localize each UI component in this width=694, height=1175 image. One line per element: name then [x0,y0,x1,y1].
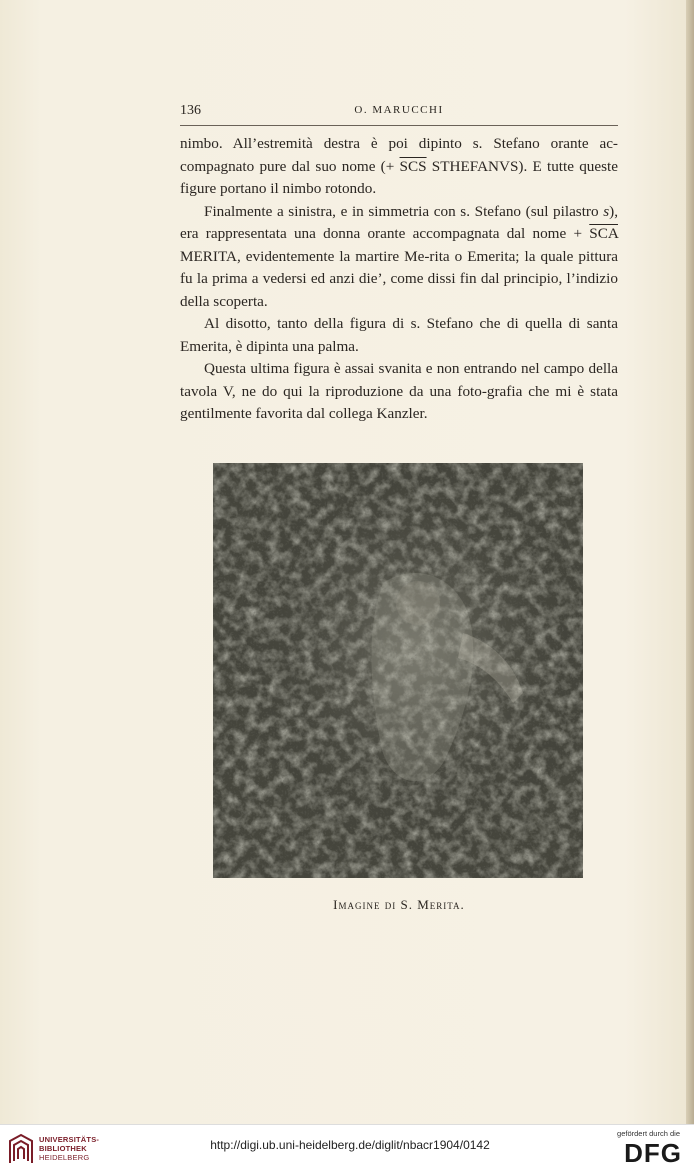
paragraph-2: Finalmente a sinistra, e in simmetria con s. Stefano (sul pilastro s), era rappresentata una donna orante accompagnata dal nome + $\overline{SCA}$ MERITA, evidentemente la martire Me-rita o Emerita; la quale pittura fu la prima a vedersi ed anzi die’, come dissi fin dal principio, l’indizio della scoperta. [180,202,618,310]
fresco-photograph [213,463,583,878]
figure-caption: Imagine di S. Merita. [333,897,465,912]
page-header [180,103,618,126]
permalink-url[interactable]: http://digi.ub.uni-heidelberg.de/diglit/nbacr1904/0142 [210,1138,490,1152]
university-library-name: UNIVERSITÄTS- BIBLIOTHEK HEIDELBERG [39,1135,100,1162]
running-title: O. MARUCCHI [354,104,444,116]
page-edge [686,0,694,1124]
university-library-logo-icon [8,1133,34,1165]
dfg-logo: DFG [624,1138,682,1168]
paragraph-4: Questa ultima figura è assai svanita e non entrando nel campo della tavola V, ne do qui la riproduzione da una foto-grafia che mi è stata gentilmente favorita dal collega Kanzler. [180,360,618,422]
paragraph-3: Al disotto, tanto della figura di s. Stefano che di quella di santa Emerita, è dipinta una palma. [180,315,618,355]
paragraph-1: nimbo. All’estremità destra è poi dipinto s. Stefano orante ac-compagnato pure dal suo nome (+ $\overline{SCS}$ STHEFANVS). E tutte queste figure portano il nimbo rotondo. [180,135,618,197]
page-number: 136 [180,103,201,118]
body-text [180,133,618,426]
viewer-footer [0,1124,694,1175]
dfg-funding-note: gefördert durch die [617,1129,680,1138]
fresco-image [213,463,583,878]
